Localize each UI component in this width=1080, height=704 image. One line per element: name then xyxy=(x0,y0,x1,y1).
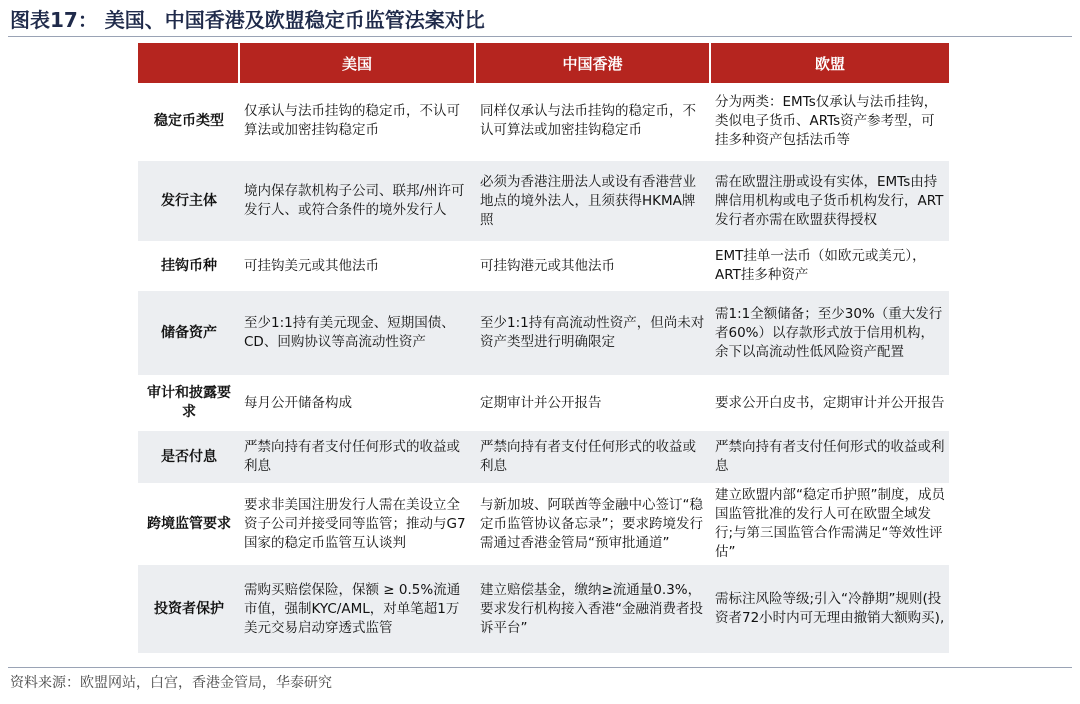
cell-eu: 需1:1全额储备；至少30%（重大发行者60%）以存款形式放于信用机构，余下以高流动性低风险资产配置 xyxy=(711,291,949,377)
cell-hk: 与新加坡、阿联酋等金融中心签订“稳定币监管协议备忘录”；要求跨境发行需通过香港金管局“预审批通道” xyxy=(476,485,711,565)
cell-eu: 需在欧盟注册或设有实体，EMTs由持牌信用机构或电子货币机构发行，ART发行者亦需在欧盟获得授权 xyxy=(711,161,949,243)
source-note: 资料来源：欧盟网站，白宫，香港金管局，华泰研究 xyxy=(10,675,332,691)
cell-us: 每月公开储备构成 xyxy=(240,377,476,431)
header-row xyxy=(138,43,949,83)
cell-eu: 要求公开白皮书，定期审计并公开报告 xyxy=(711,377,949,431)
cell-hk: 建立赔偿基金，缴纳≥流通量0.3%，要求发行机构接入香港“金融消费者投诉平台” xyxy=(476,565,711,655)
cell-us: 至少1:1持有美元现金、短期国债、CD、回购协议等高流动性资产 xyxy=(240,291,476,377)
table-row xyxy=(138,83,949,161)
header-us: 美国 xyxy=(240,43,476,83)
header-blank xyxy=(138,43,240,83)
cell-eu: 建立欧盟内部“稳定币护照”制度，成员国监管批准的发行人可在欧盟全域发行;与第三国监管合作需满足“等效性评估” xyxy=(711,485,949,565)
cell-eu: 分为两类：EMTs仅承认与法币挂钩，类似电子货币、ARTs资产参考型，可挂多种资产包括法币等 xyxy=(711,83,949,161)
cell-us: 严禁向持有者支付任何形式的收益或利息 xyxy=(240,431,476,485)
table-row xyxy=(138,291,949,377)
row-label: 是否付息 xyxy=(138,431,240,485)
cell-eu: 严禁向持有者支付任何形式的收益或利息 xyxy=(711,431,949,485)
table-row xyxy=(138,485,949,565)
cell-eu: EMT挂单一法币（如欧元或美元），ART挂多种资产 xyxy=(711,243,949,291)
cell-us: 需购买赔偿保险，保额 ≥ 0.5%流通市值，强制KYC/AML，对单笔超1万美元交易启动穿透式监管 xyxy=(240,565,476,655)
header-eu: 欧盟 xyxy=(711,43,949,83)
table-row xyxy=(138,565,949,655)
cell-hk: 可挂钩港元或其他法币 xyxy=(476,243,711,291)
top-divider xyxy=(8,36,1072,37)
cell-us: 仅承认与法币挂钩的稳定币，不认可算法或加密挂钩稳定币 xyxy=(240,83,476,161)
cell-hk: 同样仅承认与法币挂钩的稳定币，不认可算法或加密挂钩稳定币 xyxy=(476,83,711,161)
row-label: 跨境监管要求 xyxy=(138,485,240,565)
page-title: 图表17： 美国、中国香港及欧盟稳定币监管法案对比 xyxy=(10,8,485,32)
cell-hk: 严禁向持有者支付任何形式的收益或利息 xyxy=(476,431,711,485)
header-hk: 中国香港 xyxy=(476,43,711,83)
cell-hk: 至少1:1持有高流动性资产，但尚未对资产类型进行明确限定 xyxy=(476,291,711,377)
row-label: 挂钩币种 xyxy=(138,243,240,291)
table-row xyxy=(138,161,949,243)
cell-hk: 定期审计并公开报告 xyxy=(476,377,711,431)
table-row xyxy=(138,431,949,485)
cell-us: 可挂钩美元或其他法币 xyxy=(240,243,476,291)
row-label: 发行主体 xyxy=(138,161,240,243)
row-label: 储备资产 xyxy=(138,291,240,377)
bottom-divider xyxy=(8,667,1072,668)
table-row xyxy=(138,377,949,431)
comparison-table xyxy=(138,43,949,655)
cell-us: 境内保存款机构子公司、联邦/州许可发行人、或符合条件的境外发行人 xyxy=(240,161,476,243)
table-row xyxy=(138,243,949,291)
row-label: 审计和披露要求 xyxy=(138,377,240,431)
cell-us: 要求非美国注册发行人需在美设立全资子公司并接受同等监管；推动与G7国家的稳定币监管互认谈判 xyxy=(240,485,476,565)
cell-hk: 必须为香港注册法人或设有香港营业地点的境外法人，且须获得HKMA牌照 xyxy=(476,161,711,243)
row-label: 投资者保护 xyxy=(138,565,240,655)
row-label: 稳定币类型 xyxy=(138,83,240,161)
cell-eu: 需标注风险等级;引入“冷静期”规则(投资者72小时内可无理由撤销大额购买), xyxy=(711,565,949,655)
